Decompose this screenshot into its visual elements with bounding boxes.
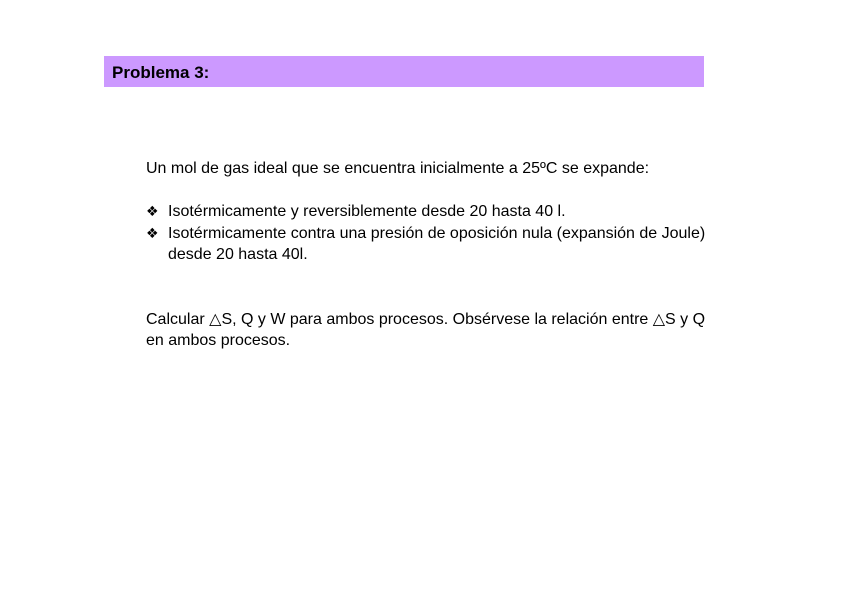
list-item — [146, 201, 706, 223]
title-bar — [104, 56, 704, 87]
list-item-text: Isotérmicamente y reversiblemente desde 20 hasta 40 l. — [168, 203, 566, 220]
intro-text: Un mol de gas ideal que se encuentra inicialmente a 25ºC se expande: — [146, 160, 650, 177]
problem-title: Problema 3: — [112, 63, 210, 82]
process-list — [146, 201, 706, 266]
problem-statement — [146, 158, 706, 352]
diamond-bullet-icon: ❖ — [146, 224, 159, 241]
list-item-text: Isotérmicamente contra una presión de oposición nula (expansión de Joule) desde 20 hasta 40l. — [168, 224, 706, 263]
diamond-bullet-icon: ❖ — [146, 203, 159, 219]
list-item — [146, 223, 706, 266]
question-text: Calcular △S, Q y W para ambos procesos. Obsérvese la relación entre △S y Q en ambos procesos. — [146, 310, 706, 349]
